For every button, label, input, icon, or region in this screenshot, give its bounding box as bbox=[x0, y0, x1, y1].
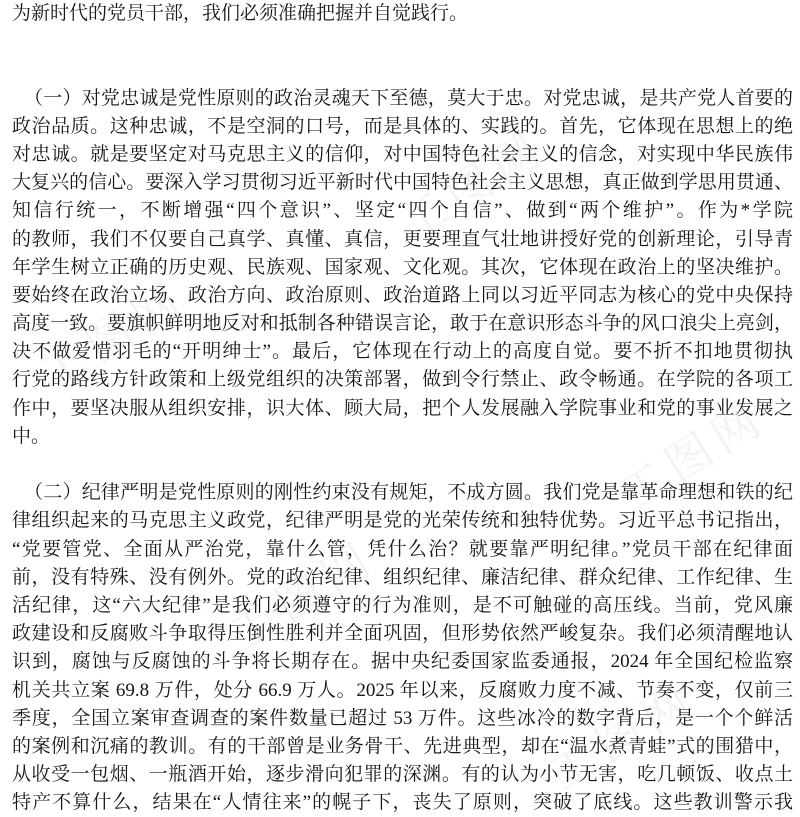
paragraph-gap bbox=[12, 451, 793, 479]
text-line: 政治品质。这种忠诚，不是空洞的口号，而是具体的、实践的。首先，它体现在思想上的绝 bbox=[12, 115, 793, 137]
text-line: 决不做爱惜羽毛的“开明绅士”。最后，它体现在行动上的高度自觉。要不折不扣地贯彻执 bbox=[12, 341, 793, 363]
text-line: 季度，全国立案审查调查的案件数量已超过 53 万件。这些冰冷的数字背后，是一个个鲜活 bbox=[12, 707, 793, 729]
text-line: 行党的路线方针政策和上级党组织的决策部署，做到令行禁止、政令畅通。在学院的各项工 bbox=[12, 369, 793, 391]
text-line: 从收受一包烟、一瓶酒开始，逐步滑向犯罪的深渊。有的认为小节无害，吃几顿饭、收点土 bbox=[12, 764, 793, 786]
text-line: 高度一致。要旗帜鲜明地反对和抵制各种错误言论，敢于在意识形态斗争的风口浪尖上亮剑， bbox=[12, 313, 793, 335]
text-line: 对忠诚。就是要坚定对马克思主义的信仰，对中国特色社会主义的信念，对实现中华民族伟 bbox=[12, 143, 793, 165]
text-line: 特产不算什么，结果在“人情往来”的幌子下，丧失了原则，突破了底线。这些教训警示我 bbox=[12, 792, 793, 814]
document-body bbox=[12, 0, 793, 817]
text-line: 知信行统一，不断增强“四个意识”、坚定“四个自信”、做到“两个维护”。作为*学院 bbox=[12, 200, 793, 222]
text-line: 机关共立案 69.8 万件，处分 66.9 万人。2025 年以来，反腐败力度不减、节奏不变，仅前三 bbox=[12, 679, 793, 701]
text-line: （二）纪律严明是党性原则的刚性约束没有规矩，不成方圆。我们党是靠革命理想和铁的纪 bbox=[24, 482, 793, 504]
text-line: 大复兴的信心。要深入学习贯彻习近平新时代中国特色社会主义思想，真正做到学思用贯通、 bbox=[12, 172, 793, 194]
text-line: 的教师，我们不仅要自己真学、真懂、真信，更要理直气壮地讲授好党的创新理论，引导青 bbox=[12, 228, 793, 250]
text-line: 中。 bbox=[12, 425, 51, 447]
text-line: 年学生树立正确的历史观、民族观、国家观、文化观。其次，它体现在政治上的坚决维护。 bbox=[12, 256, 793, 278]
text-line: 政建设和反腐败斗争取得压倒性胜利并全面巩固，但形势依然严峻复杂。我们必须清醒地认 bbox=[12, 623, 793, 645]
text-line: 识到，腐蚀与反腐蚀的斗争将长期存在。据中央纪委国家监委通报，2024 年全国纪检监察 bbox=[12, 651, 793, 673]
text-line: （一）对党忠诚是党性原则的政治灵魂天下至德，莫大于忠。对党忠诚，是共产党人首要的 bbox=[24, 87, 793, 109]
text-line: 要始终在政治立场、政治方向、政治原则、政治道路上同以习近平同志为核心的党中央保持 bbox=[12, 284, 793, 306]
text-line: 活纪律，这“六大纪律”是我们必须遵守的行为准则，是不可触碰的高压线。当前，党风廉 bbox=[12, 594, 793, 616]
paragraph-gap bbox=[12, 28, 793, 84]
text-line: 作中，要坚决服从组织安排，识大体、顾大局，把个人发展融入学院事业和党的事业发展之 bbox=[12, 397, 793, 419]
text-line: 为新时代的党员干部，我们必须准确把握并自觉践行。 bbox=[12, 3, 469, 24]
text-line: “党要管党、全面从严治党，靠什么管，凭什么治？就要靠严明纪律。”党员干部在纪律面 bbox=[12, 538, 793, 560]
text-line: 律组织起来的马克思主义政党，纪律严明是党的光荣传统和独特优势。习近平总书记指出， bbox=[12, 510, 793, 532]
text-line: 的案例和沉痛的教训。有的干部曾是业务骨干、先进典型，却在“温水煮青蛙”式的围猎中， bbox=[12, 735, 793, 757]
text-line: 前，没有特殊、没有例外。党的政治纪律、组织纪律、廉洁纪律、群众纪律、工作纪律、生 bbox=[12, 566, 793, 588]
